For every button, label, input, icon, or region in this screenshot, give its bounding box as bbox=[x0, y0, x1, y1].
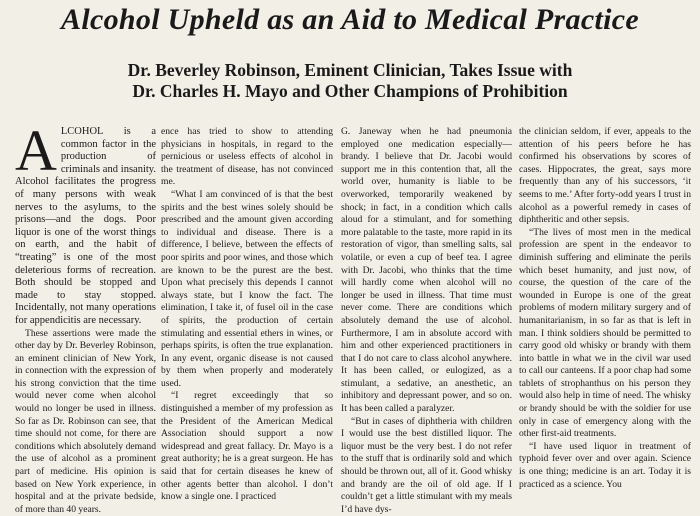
column-1-paragraph-1-text: LCOHOL is a common factor in the production of criminals and insanity. Alcohol facilitates the progress of many persons with weak nerves to the asylums, to the prisons—and the dogs. Poor liquor is one of the worst things on earth, and the habit of “treating” is one of the most deleterious forms of recreation. Both should be stopped and made to stay stopped. Incidentally, not many operations for appendicitis are necessary. bbox=[15, 126, 156, 326]
article-column-3 bbox=[341, 126, 512, 438]
column-1-paragraph-2: These assertions were made the other day by Dr. Beverley Robinson, an eminent clinician of New York, in connection with the expression of his strong conviction that the time would never come when alcohol would no longer be used in illness. So far as Dr. Robinson can see, that time should not come, for there are conditions which absolutely demand the use of alcohol as a prominent part of medicine. His opinion is based on New York experience, in hospital and at the private bedside, of more than 40 years. bbox=[15, 328, 156, 516]
column-4-paragraph-2: “The lives of most men in the medical profession are spent in the endeavor to diminish suffering and eliminate the perils which beset humanity, and just now, of course, the question of the care of the wounded in Europe is one of the great problems of modern military surgery and of humanitarianism, in so far as that is left in man. I think soldiers should be permitted to carry good old whisky or brandy with them into battle in what we in the civil war used to call our canteens. If a poor chap had some tablets of strophanthus on his person they would also help in time of need. The whisky or brandy should be with the soldier for use only in case of emergency along with the other first-aid treatments. bbox=[519, 227, 691, 441]
article-column-1 bbox=[15, 126, 156, 438]
article-column-2 bbox=[161, 126, 333, 438]
subhead-line-1: Dr. Beverley Robinson, Eminent Clinician, Takes Issue with bbox=[0, 60, 700, 81]
subhead-line-2: Dr. Charles H. Mayo and Other Champions of Prohibition bbox=[0, 81, 700, 102]
column-2-paragraph-3: “I regret exceedingly that so distinguished a member of my profession as the President of the American Medical Association should support a now widespread and great fallacy. Dr. Mayo is a great authority; he is a great surgeon. He has said that for certain diseases he knew of other agents better than alcohol. I don’t know a single one. I practiced bbox=[161, 390, 333, 503]
column-2-paragraph-2: “What I am convinced of is that the best spirits and the best wines solely should be prescribed and the amount given according to individual and disease. There is a difference, I believe, between the effects of poor spirits and poor wines, and those which are known to be the purest are the best. Upon what precisely this depends I cannot always state, but I know the fact. The elimination, I take it, of fusel oil in the case of spirits, the production of certain stimulating and essential ethers in wines, or perhaps spirits, is often the true explanation. In any event, organic disease is not caused by them when properly and moderately used. bbox=[161, 189, 333, 391]
article-column-4 bbox=[519, 126, 691, 438]
column-2-paragraph-1: ence has tried to show to attending physicians in hospitals, in regard to the pernicious or useless effects of alcohol in the treatment of disease, has not convinced me. bbox=[161, 126, 333, 189]
drop-cap: A bbox=[15, 128, 57, 174]
column-1-paragraph-1 bbox=[15, 126, 156, 328]
headline: Alcohol Upheld as an Aid to Medical Practice bbox=[0, 2, 700, 38]
column-4-paragraph-1: the clinician seldom, if ever, appeals to the attention of his peers before he has confirmed his observations by scores of cases. Hippocrates, the great, says more frequently than any of his successors, ‘it seems to me.’ After forty-odd years I trust in alcohol as a powerful remedy in cases of diphtheritic and other sepsis. bbox=[519, 126, 691, 227]
column-3-paragraph-2: “But in cases of diphtheria with children I would use the best distilled liquor. The liquor must be the very best. I do not refer to the stuff that is ordinarily sold and which should be thrown out, all of it. Good whisky and brandy are the oil of old age. If I couldn’t get a little stimulant with my meals I’d have dys- bbox=[341, 416, 512, 516]
subheadline bbox=[0, 60, 700, 102]
column-4-paragraph-3: “I have used liquor in treatment of typhoid fever over and over again. Science is one thing; medicine is an art. Today it is practiced as a science. You bbox=[519, 441, 691, 491]
column-3-paragraph-1: G. Janeway when he had pneumonia employed one medication especially—brandy. I believe that Dr. Jacobi would support me in this contention that, all the world over, humanity is liable to be overworked, temporarily weakened by shock; in fact, in a condition which calls aloud for a stimulant, and for something more palatable to the taste, more rapid in its restoration of vigor, than smelling salts, sal volatile, or even a cup of beef tea. I agree with Dr. Jacobi, who thinks that the time will hardly come when alcohol will no longer be used in illness. That time must never come. There are conditions which absolutely demand the use of alcohol. Furthermore, I am in absolute accord with him and other experienced practitioners in that I do not care to class alcohol anywhere. It has been called, or eulogized, as a stimulant, a sedative, an anesthetic, an inhibitory and depressant power, and so on. It has been called a paralyzer. bbox=[341, 126, 512, 416]
